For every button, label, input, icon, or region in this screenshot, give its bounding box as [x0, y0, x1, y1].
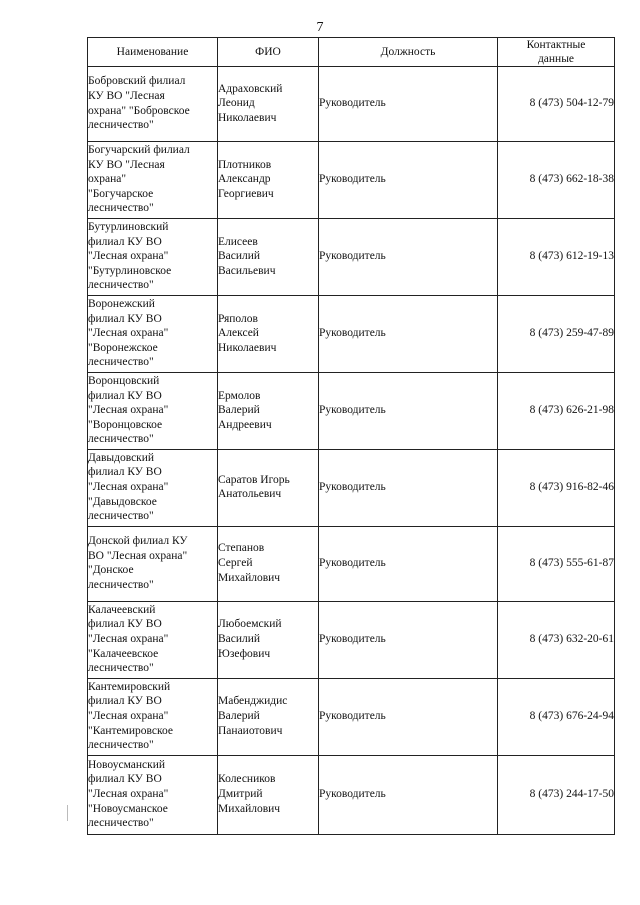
cell-phone: 8 (473) 916-82-46: [498, 449, 615, 526]
cell-position: Руководитель: [319, 678, 498, 755]
cell-fio-line: Мабенджидис: [218, 695, 288, 708]
cell-fio-line: Ермолов: [218, 389, 261, 402]
cell-fio-line: Колесников: [218, 773, 276, 786]
cell-name-line: лесничество": [88, 662, 154, 675]
header-contacts-line: данные: [537, 53, 575, 65]
cell-position: Руководитель: [319, 372, 498, 449]
cell-name-line: Богучарский филиал: [88, 144, 190, 156]
cell-name-line: филиал КУ ВО: [88, 312, 162, 325]
cell-name: [88, 218, 218, 295]
cell-name-line: лесничество": [88, 510, 154, 523]
cell-phone: 8 (473) 626-21-98: [498, 372, 615, 449]
cell-name-line: "Лесная охрана": [88, 710, 169, 722]
table-row: [88, 218, 615, 295]
cell-name-line: Бобровский филиал: [88, 75, 186, 88]
cell-fio-line: Михайлович: [218, 571, 281, 584]
cell-name-line: лесничество": [88, 356, 154, 369]
cell-name-line: Калачеевский: [88, 603, 156, 616]
cell-name-line: КУ ВО "Лесная: [88, 158, 165, 171]
table-row: [88, 449, 615, 526]
cell-name-line: охрана" "Бобровское: [88, 104, 190, 117]
cell-position: Руководитель: [319, 142, 498, 219]
cell-fio: [218, 449, 319, 526]
cell-phone: 8 (473) 632-20-61: [498, 601, 615, 678]
scan-artifact: [67, 805, 68, 821]
cell-fio: [218, 755, 319, 834]
cell-fio-line: Панаиотович: [218, 724, 283, 737]
cell-name-line: "Лесная охрана": [88, 327, 169, 340]
cell-name-line: филиал КУ ВО: [88, 235, 162, 248]
cell-position: Руководитель: [319, 218, 498, 295]
cell-fio: [218, 142, 319, 219]
cell-position: Руководитель: [319, 601, 498, 678]
cell-fio-line: Ряполов: [218, 312, 258, 325]
cell-name-line: Донской филиал КУ: [88, 535, 188, 548]
cell-name: [88, 295, 218, 372]
cell-name-line: лесничество": [88, 739, 154, 752]
cell-fio-line: Алексей: [218, 327, 259, 340]
cell-name-line: "Лесная охрана": [88, 404, 169, 417]
cell-name: [88, 449, 218, 526]
cell-name-line: Кантемировский: [88, 680, 171, 693]
cell-name: [88, 142, 218, 219]
cell-name-line: КУ ВО "Лесная: [88, 89, 165, 102]
cell-fio: [218, 678, 319, 755]
cell-name: [88, 526, 218, 601]
cell-name-line: Бутурлиновский: [88, 220, 169, 233]
table-body: [88, 67, 615, 835]
cell-fio-line: Михайлович: [218, 802, 281, 815]
cell-fio: [218, 67, 319, 142]
cell-fio: [218, 601, 319, 678]
cell-name-line: ВО "Лесная охрана": [88, 549, 188, 562]
cell-name-line: "Богучарское: [88, 187, 154, 200]
cell-fio: [218, 372, 319, 449]
cell-position: Руководитель: [319, 449, 498, 526]
cell-fio: [218, 526, 319, 601]
cell-position: Руководитель: [319, 295, 498, 372]
cell-name-line: филиал КУ ВО: [88, 389, 162, 402]
cell-name-line: "Кантемировское: [88, 724, 173, 737]
contacts-table: [87, 37, 615, 835]
table-row: [88, 755, 615, 834]
cell-fio-line: Степанов: [218, 542, 265, 555]
cell-name-line: "Бутурлиновское: [88, 264, 172, 277]
cell-phone: 8 (473) 504-12-79: [498, 67, 615, 142]
table-header-row: [88, 38, 615, 67]
cell-position: Руководитель: [319, 526, 498, 601]
cell-fio: [218, 295, 319, 372]
cell-fio-line: Георгиевич: [218, 187, 274, 200]
table-row: [88, 372, 615, 449]
cell-name: [88, 678, 218, 755]
cell-fio-line: Любоемский: [218, 618, 282, 631]
cell-name-line: Новоусманский: [88, 758, 166, 771]
cell-name-line: Воронцовский: [88, 374, 160, 387]
cell-fio-line: Валерий: [218, 404, 260, 417]
cell-name-line: охрана": [88, 173, 127, 186]
cell-phone: 8 (473) 259-47-89: [498, 295, 615, 372]
cell-name-line: лесничество": [88, 279, 154, 292]
cell-fio-line: Андреевич: [218, 418, 272, 431]
cell-fio-line: Елисеев: [218, 235, 258, 248]
cell-name-line: лесничество": [88, 578, 154, 591]
cell-fio-line: Леонид: [218, 97, 255, 110]
cell-fio-line: Николаевич: [218, 111, 277, 124]
cell-fio-line: Сергей: [218, 557, 253, 570]
cell-fio-line: Дмитрий: [218, 787, 263, 800]
cell-name-line: "Новоусманское: [88, 802, 168, 815]
cell-name-line: лесничество": [88, 817, 154, 830]
cell-phone: 8 (473) 676-24-94: [498, 678, 615, 755]
cell-name-line: филиал КУ ВО: [88, 466, 162, 479]
header-position: Должность: [319, 38, 498, 67]
cell-name-line: "Лесная охрана": [88, 633, 169, 646]
cell-fio-line: Василий: [218, 250, 261, 263]
cell-fio-line: Василий: [218, 633, 261, 646]
cell-fio: [218, 218, 319, 295]
cell-name-line: филиал КУ ВО: [88, 773, 162, 786]
cell-phone: 8 (473) 244-17-50: [498, 755, 615, 834]
cell-name: [88, 755, 218, 834]
cell-name-line: "Донское: [88, 564, 134, 577]
table-row: [88, 142, 615, 219]
cell-fio-line: Александр: [218, 173, 271, 186]
cell-name-line: лесничество": [88, 202, 154, 215]
cell-position: Руководитель: [319, 67, 498, 142]
table-row: [88, 526, 615, 601]
cell-phone: 8 (473) 612-19-13: [498, 218, 615, 295]
cell-name-line: "Воронежское: [88, 341, 158, 354]
cell-name-line: Воронежский: [88, 297, 155, 310]
cell-fio-line: Плотников: [218, 158, 272, 171]
cell-name-line: "Давыдовское: [88, 495, 157, 508]
cell-name-line: "Лесная охрана": [88, 787, 169, 800]
header-contacts-line: Контактные: [526, 39, 586, 51]
cell-name: [88, 372, 218, 449]
table-row: [88, 601, 615, 678]
cell-phone: 8 (473) 662-18-38: [498, 142, 615, 219]
cell-fio-line: Анатольевич: [218, 488, 282, 501]
cell-fio-line: Адраховский: [218, 82, 283, 95]
table-row: [88, 678, 615, 755]
cell-phone: 8 (473) 555-61-87: [498, 526, 615, 601]
cell-position: Руководитель: [319, 755, 498, 834]
cell-name-line: "Калачеевское: [88, 647, 159, 660]
cell-fio-line: Юзефович: [218, 647, 271, 660]
cell-name: [88, 601, 218, 678]
cell-fio-line: Васильевич: [218, 264, 276, 277]
cell-name-line: лесничество": [88, 433, 154, 446]
table-row: [88, 295, 615, 372]
cell-name-line: филиал КУ ВО: [88, 618, 162, 631]
header-name: Наименование: [88, 38, 218, 67]
cell-name-line: лесничество": [88, 119, 154, 132]
cell-name-line: "Воронцовское: [88, 418, 163, 431]
cell-fio-line: Валерий: [218, 710, 260, 722]
header-contacts: [498, 38, 615, 67]
cell-name: [88, 67, 218, 142]
cell-fio-line: Николаевич: [218, 341, 277, 354]
table-row: [88, 67, 615, 142]
cell-name-line: "Лесная охрана": [88, 481, 169, 494]
cell-name-line: "Лесная охрана": [88, 250, 169, 263]
cell-fio-line: Саратов Игорь: [218, 473, 290, 486]
cell-name-line: филиал КУ ВО: [88, 695, 162, 708]
header-fio: ФИО: [218, 38, 319, 67]
cell-name-line: Давыдовский: [88, 451, 155, 464]
page-number: 7: [316, 20, 324, 35]
